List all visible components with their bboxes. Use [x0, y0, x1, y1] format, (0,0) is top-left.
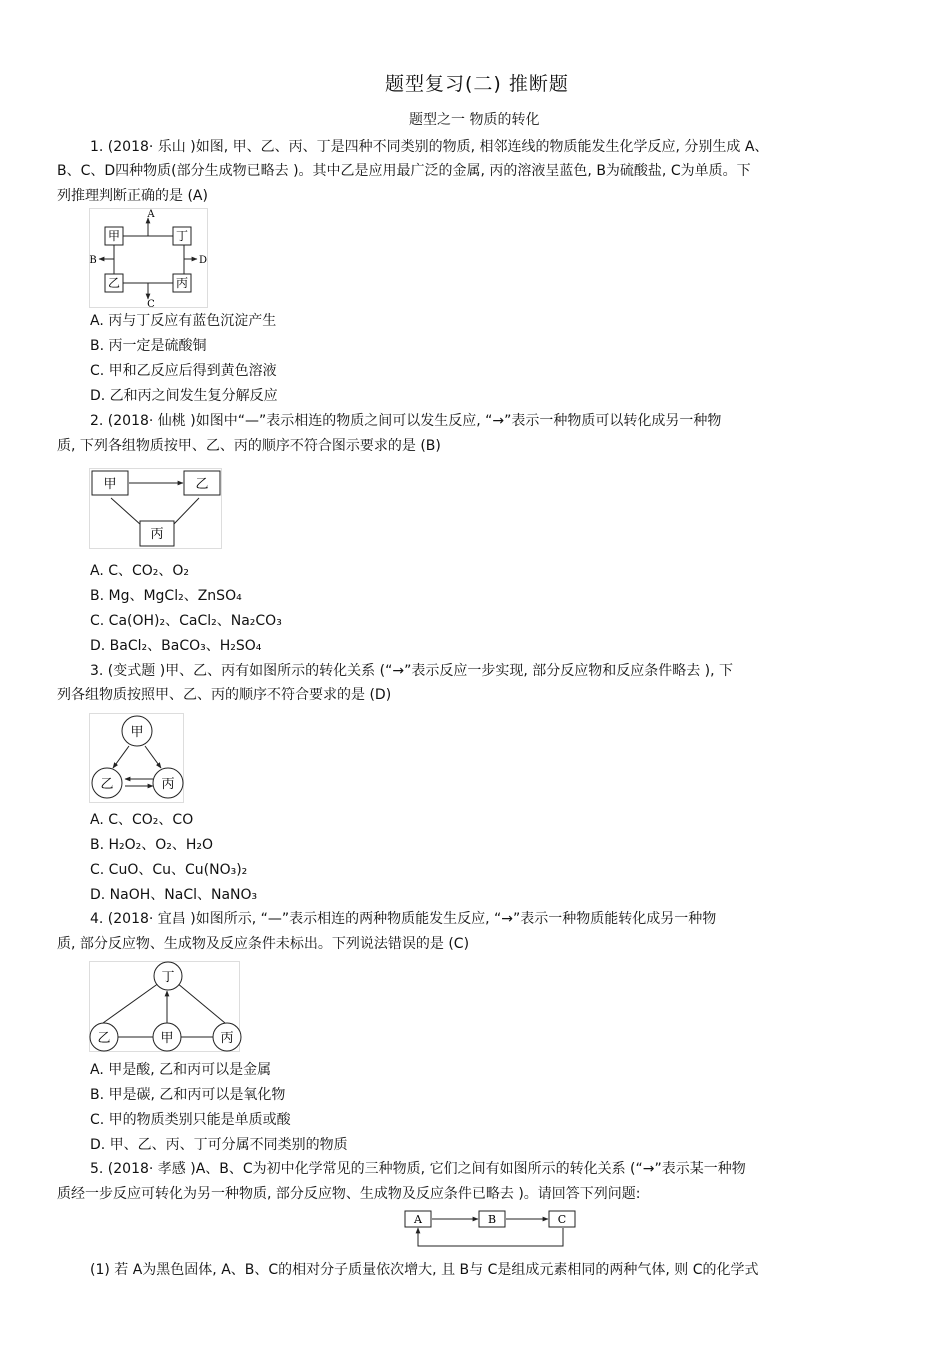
q2-line-1: 2. (2018· 仙桃 )如图中“—”表示相连的物质之间可以发生反应, “→”表示一种物质可以转化成另一种物: [90, 413, 722, 429]
node-yi: 乙: [107, 276, 121, 290]
node-bing: 丙: [220, 1031, 234, 1046]
q3-line-1: 3. (变式题 )甲、乙、丙有如图所示的转化关系 (“→”表示反应一步实现, 部分反应物和反应条件略去 ), 下: [90, 663, 734, 679]
node-c: C: [557, 1213, 567, 1226]
node-jia: 甲: [107, 229, 121, 243]
q5-line-1: 5. (2018· 孝感 )A、B、C为初中化学常见的三种物质, 它们之间有如图所示的转化关系 (“→”表示某一种物: [90, 1161, 746, 1177]
q1-option-b: B. 丙一定是硫酸铜: [90, 338, 207, 354]
node-bing: 丙: [175, 276, 189, 290]
q1-option-d: D. 乙和丙之间发生复分解反应: [90, 388, 278, 404]
label-b: B: [89, 255, 97, 266]
q4-diagram: [89, 961, 241, 1052]
q3-option-b: B. H₂O₂、O₂、H₂O: [90, 837, 214, 853]
q4-option-b: B. 甲是碳, 乙和丙可以是氧化物: [90, 1087, 286, 1103]
node-yi: 乙: [100, 777, 114, 792]
node-bing: 丙: [161, 777, 175, 792]
node-yi: 乙: [195, 477, 209, 492]
q1-line-2: B、C、D四种物质(部分生成物已略去 )。其中乙是应用最广泛的金属, 丙的溶液呈蓝色, B为硫酸盐, C为单质。下: [57, 163, 751, 179]
q3-diagram: [89, 713, 185, 803]
node-ding: 丁: [161, 970, 175, 985]
q2-option-d: D. BaCl₂、BaCO₃、H₂SO₄: [90, 638, 262, 654]
label-a: A: [147, 209, 155, 220]
q1-line-1: 1. (2018· 乐山 )如图, 甲、乙、丙、丁是四种不同类别的物质, 相邻连线的物质能发生化学反应, 分别生成 A、: [90, 139, 769, 155]
node-a: A: [414, 1213, 422, 1226]
q5-line-2: 质经一步反应可转化为另一种物质, 部分反应物、生成物及反应条件已略去 )。请回答下列问题:: [57, 1186, 641, 1202]
q4-option-a: A. 甲是酸, 乙和丙可以是金属: [90, 1062, 272, 1078]
node-b: B: [487, 1213, 497, 1226]
q1-option-c: C. 甲和乙反应后得到黄色溶液: [90, 363, 277, 379]
q4-option-c: C. 甲的物质类别只能是单质或酸: [90, 1112, 291, 1128]
q3-option-a: A. C、CO₂、CO: [90, 812, 194, 828]
q5-diagram: [403, 1208, 577, 1250]
q4-option-d: D. 甲、乙、丙、丁可分属不同类别的物质: [90, 1137, 348, 1153]
q1-line-3: 列推理判断正确的是 (A): [57, 188, 208, 204]
q3-option-c: C. CuO、Cu、Cu(NO₃)₂: [90, 862, 248, 878]
node-yi: 乙: [97, 1031, 111, 1046]
node-ding: 丁: [175, 229, 189, 243]
label-c: C: [147, 299, 155, 310]
page-title: 题型复习(二) 推断题: [385, 73, 569, 95]
node-jia: 甲: [103, 477, 117, 492]
q1-diagram: [89, 208, 209, 308]
q5-sub-question-1: (1) 若 A为黑色固体, A、B、C的相对分子质量依次增大, 且 B与 C是组成元素相同的两种气体, 则 C的化学式: [90, 1262, 759, 1278]
q2-option-c: C. Ca(OH)₂、CaCl₂、Na₂CO₃: [90, 613, 282, 629]
node-jia: 甲: [130, 725, 144, 740]
q1-option-a: A. 丙与丁反应有蓝色沉淀产生: [90, 313, 277, 329]
section-subtitle: 题型之一 物质的转化: [409, 112, 540, 128]
q4-line-1: 4. (2018· 宜昌 )如图所示, “—”表示相连的两种物质能发生反应, “→”表示一种物质能转化成另一种物: [90, 911, 717, 927]
q2-option-b: B. Mg、MgCl₂、ZnSO₄: [90, 588, 242, 604]
node-bing: 丙: [150, 527, 164, 542]
q4-line-2: 质, 部分反应物、生成物及反应条件未标出。下列说法错误的是 (C): [57, 936, 470, 952]
q3-option-d: D. NaOH、NaCl、NaNO₃: [90, 887, 258, 903]
q3-line-2: 列各组物质按照甲、乙、丙的顺序不符合要求的是 (D): [57, 687, 392, 703]
q2-option-a: A. C、CO₂、O₂: [90, 563, 190, 579]
q2-diagram: [89, 468, 223, 550]
label-d: D: [198, 255, 208, 266]
q2-line-2: 质, 下列各组物质按甲、乙、丙的顺序不符合图示要求的是 (B): [57, 438, 441, 454]
node-jia: 甲: [160, 1031, 174, 1046]
